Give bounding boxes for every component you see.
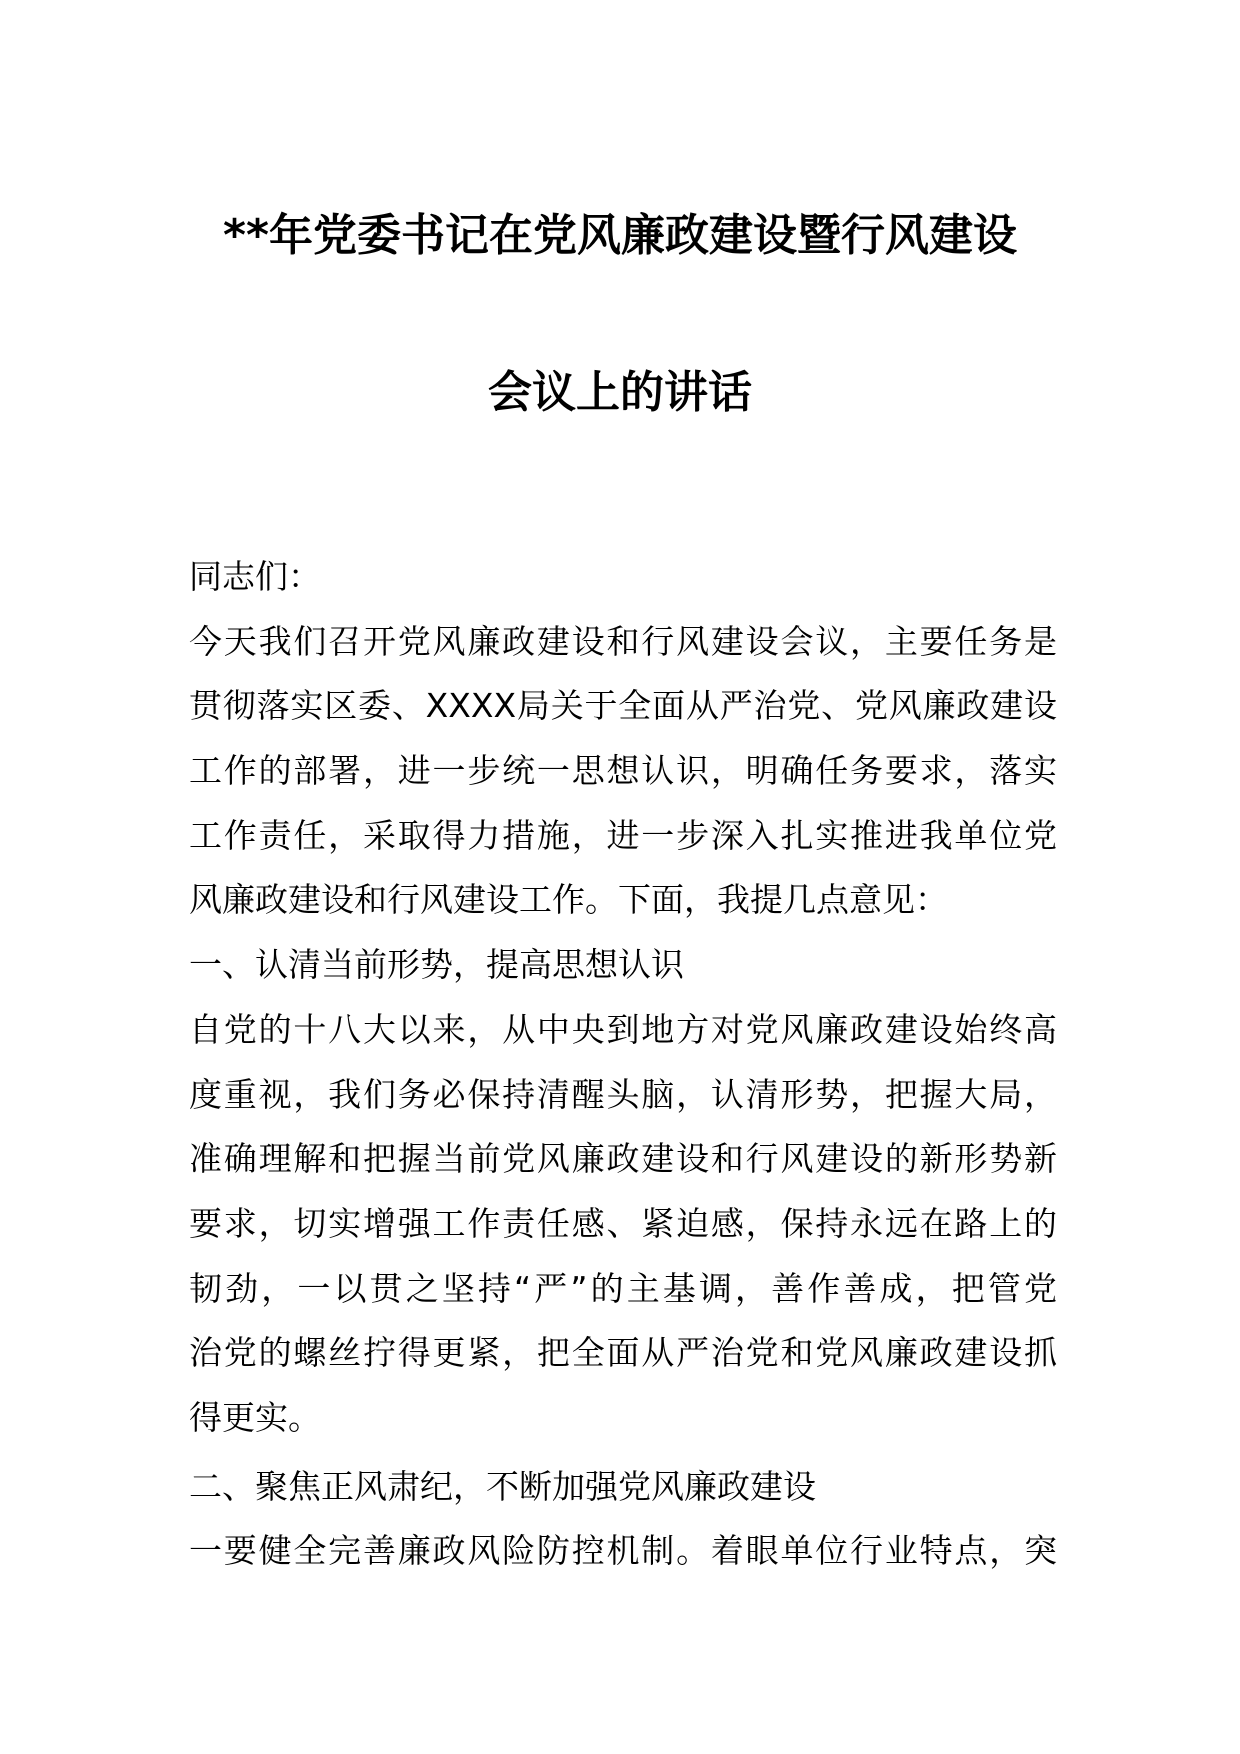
document-title-line-2: 会议上的讲话 (488, 367, 752, 418)
paragraph-line: 工作的部署，进一步统一思想认识，明确任务要求，落实 (189, 751, 1057, 791)
paragraph-line: 风廉政建设和行风建设工作。下面，我提几点意见： (189, 880, 948, 920)
paragraph-line: 今天我们召开党风廉政建设和行风建设会议，主要任务是 (189, 621, 1057, 661)
document-body (189, 545, 1057, 1584)
paragraph-line: 韧劲，一以贯之坚持“严”的主基调，善作善成，把管党 (189, 1268, 1057, 1308)
paragraph-line: 自党的十八大以来，从中央到地方对党风廉政建设始终高 (189, 1009, 1057, 1049)
paragraph-line: 要求，切实增强工作责任感、紧迫感，保持永远在路上的 (189, 1203, 1057, 1243)
paragraph-line: 一要健全完善廉政风险防控机制。着眼单位行业特点，突 (189, 1531, 1057, 1571)
document-title-line-1: **年党委书记在党风廉政建设暨行风建设 (222, 210, 1018, 261)
paragraph-line: 同志们： (189, 557, 321, 596)
paragraph-line: 二、聚焦正风肃纪，不断加强党风廉政建设 (189, 1466, 816, 1506)
paragraph-line: 治党的螺丝拧得更紧，把全面从严治党和党风廉政建设抓 (189, 1333, 1057, 1373)
paragraph-line: 贯彻落实区委、XXXX局关于全面从严治党、党风廉政建设 (189, 686, 1057, 726)
paragraph-line: 得更实。 (189, 1397, 321, 1437)
paragraph-line: 工作责任，采取得力措施，进一步深入扎实推进我单位党 (189, 815, 1057, 855)
paragraph-line: 度重视，我们务必保持清醒头脑，认清形势，把握大局， (189, 1074, 1057, 1114)
paragraph-line: 准确理解和把握当前党风廉政建设和行风建设的新形势新 (189, 1139, 1057, 1179)
paragraph-line: 一、认清当前形势，提高思想认识 (189, 945, 684, 985)
